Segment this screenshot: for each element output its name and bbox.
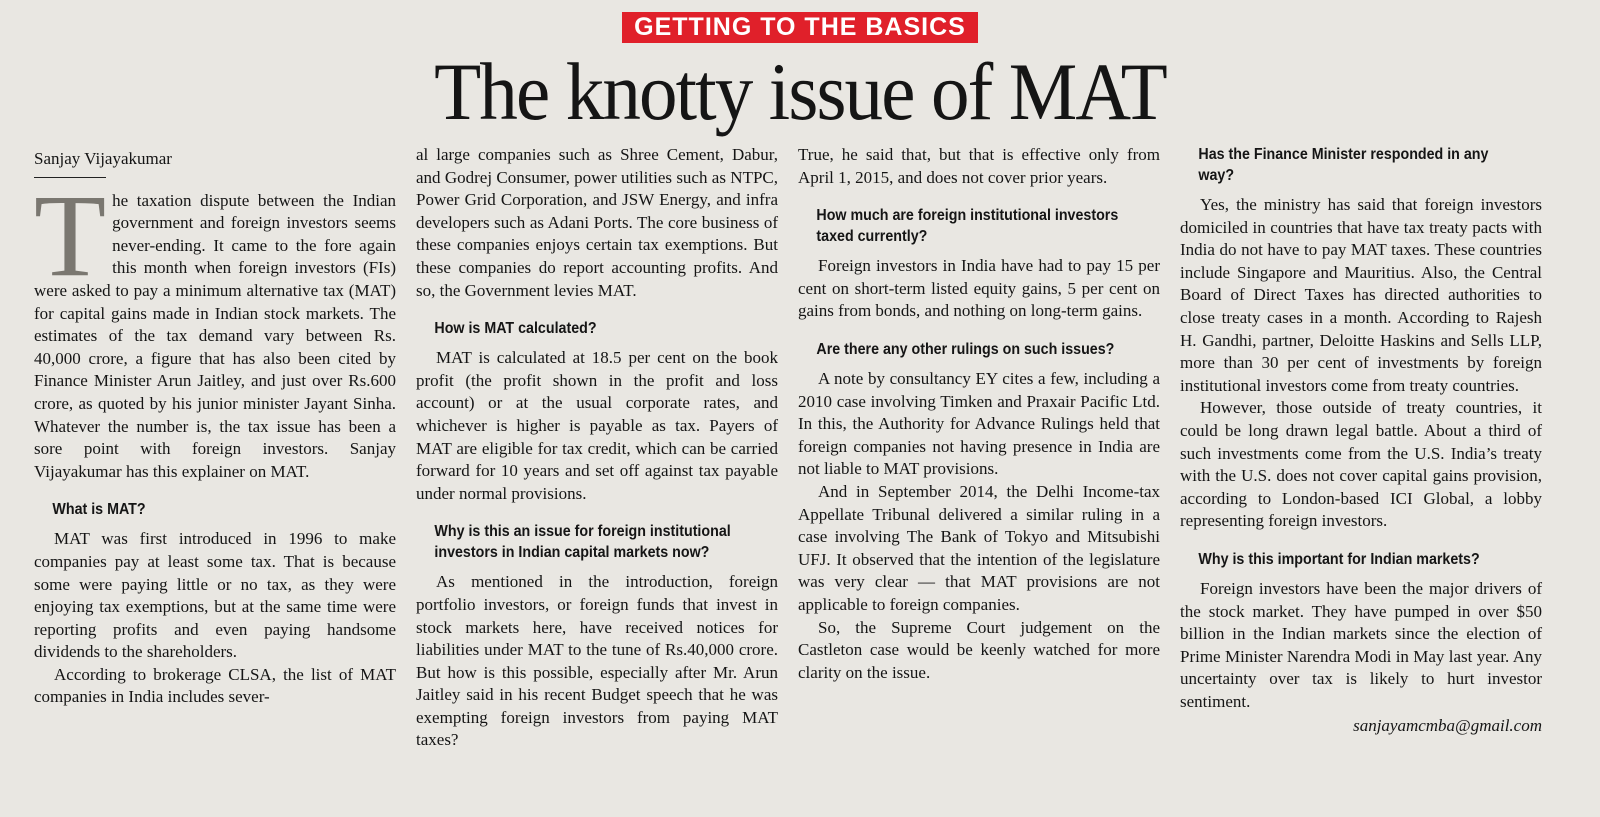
paragraph: Foreign investors in India have had to pay 15 per cent on short-term listed equity gains, 5 per cent on gains from bonds, and nothing on long-term gains.	[798, 256, 1160, 321]
paragraph: However, those outside of treaty countries, it could be long drawn legal battle. About a third of such investments come from the U.S. India’s treaty with the U.S. does not cover capital gains provision, according to London-based ICI Global, a lobby representing foreign investors.	[1180, 398, 1542, 531]
question-heading: Why is this an issue for foreign institutional investors in Indian capital markets now?	[434, 523, 731, 562]
column-1	[34, 144, 396, 709]
column-3	[798, 144, 1160, 684]
paragraph: MAT was first introduced in 1996 to make companies pay at least some tax. That is because some were paying little or no tax, as they were enjoying tax exemptions, but at the same time were reporting profits and even paying handsome dividends to the shareholders.	[34, 529, 396, 662]
intro-paragraph	[34, 169, 396, 484]
question-heading: Are there any other rulings on such issues?	[816, 340, 1115, 358]
question-heading: Why is this important for Indian markets?	[1198, 550, 1480, 568]
question-heading: Has the Finance Minister responded in any way?	[1198, 146, 1489, 184]
paragraph: So, the Supreme Court judgement on the Castleton case would be keenly watched for more clarity on the issue.	[798, 617, 1160, 682]
paragraph: And in September 2014, the Delhi Income-tax Appellate Tribunal delivered a similar ruling in a case involving The Bank of Tokyo and Mitsubishi UFJ. It observed that the intention of the legislature was very clear — that MAT provisions are not applicable to foreign companies.	[798, 481, 1160, 614]
paragraph: According to brokerage CLSA, the list of MAT companies in India includes sever-	[34, 664, 396, 707]
paragraph: As mentioned in the introduction, foreign portfolio investors, or foreign funds that invest in stock markets here, have received notices for liabilities under MAT to the tune of Rs.40,000 crore. But how is this possible, especially after Mr. Arun Jaitley said in his recent Budget speech that he was exempting foreign investors from paying MAT taxes?	[416, 572, 778, 750]
paragraph: Foreign investors have been the major drivers of the stock market. They have pumped in over $50 billion in the Indian markets since the election of Prime Minister Narendra Modi in May last year. Any uncertainty over tax is likely to hurt investor sentiment.	[1180, 578, 1542, 711]
paragraph: MAT is calculated at 18.5 per cent on the book profit (the profit shown in the profit and loss account) or at the usual corporate rates, and whichever is higher is payable as tax. Payers of MAT are eligible for tax credit, which can be carried forward for 10 years and set off against tax payable under normal provisions.	[416, 348, 778, 503]
column-4	[1180, 144, 1542, 738]
question-heading: How is MAT calculated?	[434, 320, 597, 338]
paragraph: Yes, the ministry has said that foreign investors domiciled in countries that have tax treaty pacts with India do not have to pay MAT taxes. These countries include Singapore and Mauritius. Also, the Central Board of Direct Taxes has directed authorities to close treaty cases in a month. According to Rajesh H. Gandhi, partner, Deloitte Haskins and Sells LLP, more than 30 per cent of investments by foreign institutional investors come from treaty countries.	[1180, 195, 1542, 395]
section-kicker: GETTING TO THE BASICS	[622, 12, 978, 43]
author-email: sanjayamcmba@gmail.com	[1353, 716, 1542, 736]
byline: Sanjay Vijayakumar	[34, 149, 172, 168]
paragraph: True, he said that, but that is effective only from April 1, 2015, and does not cover prior years.	[798, 145, 1160, 187]
question-heading: What is MAT?	[52, 501, 146, 519]
column-2	[416, 144, 778, 752]
drop-cap: T	[34, 169, 107, 301]
kicker-wrap	[0, 12, 1600, 43]
paragraph-continued: al large companies such as Shree Cement, Dabur, and Godrej Consumer, power utilities such as NTPC, Power Grid Corporation, and JSW Energy, and infra developers such as Adani Ports. The core business of these companies enjoys certain tax exemptions. But these companies do report accounting profits. And so, the Government levies MAT.	[416, 145, 778, 300]
intro-text: he taxation dispute between the Indian government and foreign investors seems never-ending. It came to the fore again this month when foreign investors (FIs) were asked to pay a minimum alternative tax (MAT) for capital gains made in Indian stock markets. The estimates of the tax demand vary between Rs. 40,000 crore, a figure that has also been cited by Finance Minister Arun Jaitley, and just over Rs.600 crore, as quoted by his junior minister Jayant Sinha. Whatever the number is, the tax issue has been a sore point with foreign investors. Sanjay Vijayakumar has this explainer on MAT.	[34, 190, 396, 481]
headline: The knotty issue of MAT	[434, 46, 1166, 137]
paragraph: A note by consultancy EY cites a few, including a 2010 case involving Timken and Praxair Pacific Ltd. In this, the Authority for Advance Rulings held that foreign companies not having presence in India are not liable to MAT provisions.	[798, 368, 1160, 479]
question-heading: How much are foreign institutional investors taxed currently?	[816, 207, 1119, 246]
